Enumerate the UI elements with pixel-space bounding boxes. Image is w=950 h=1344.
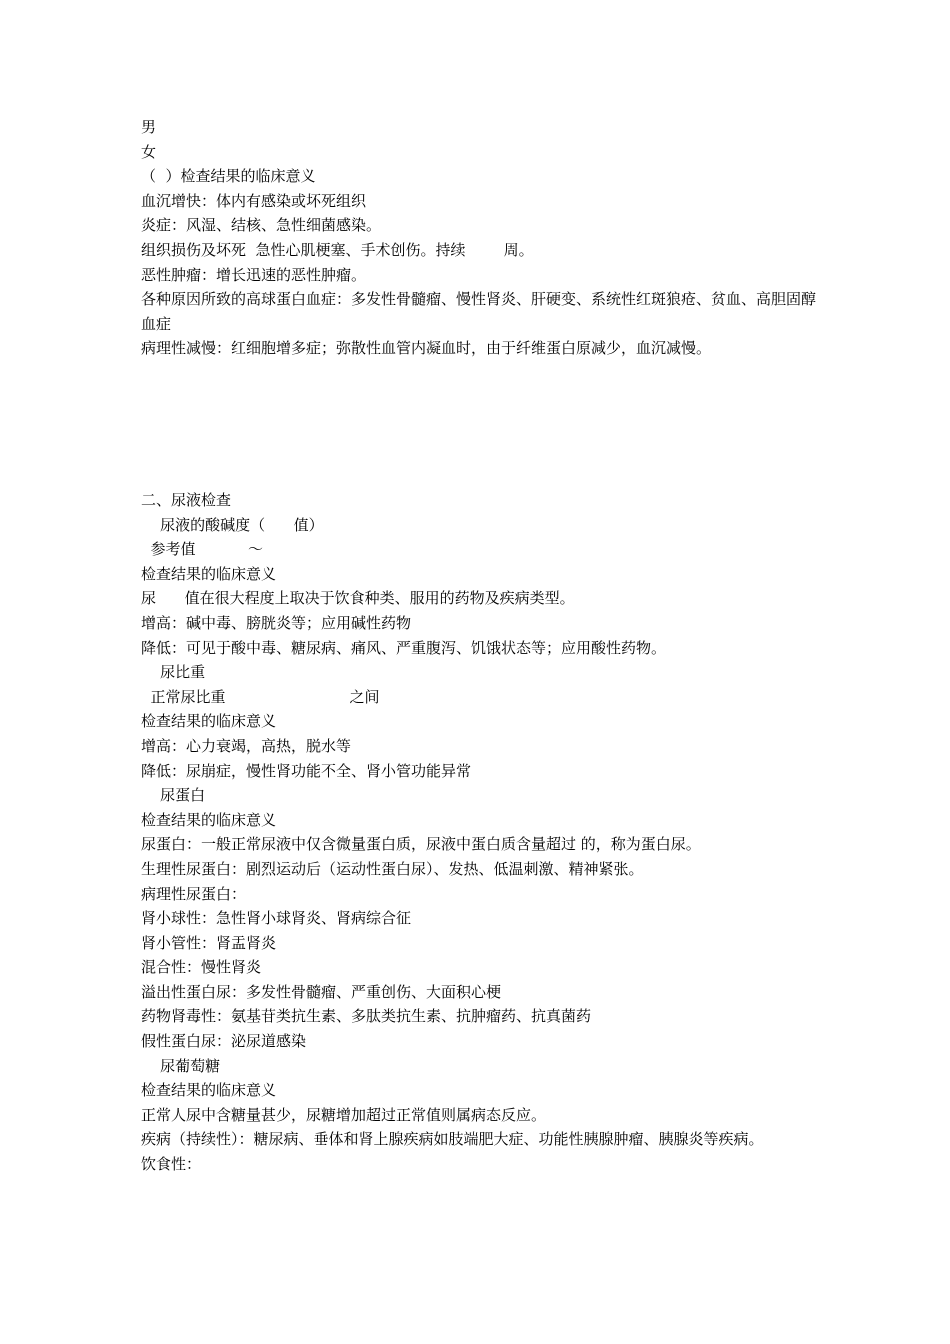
text-line: 病理性尿蛋白： xyxy=(141,884,247,903)
text-line: 恶性肿瘤：增长迅速的恶性肿瘤。 xyxy=(141,265,367,284)
text-line-male: 男 xyxy=(141,118,157,136)
text-line: 溢出性蛋白尿：多发性骨髓瘤、严重创伤、大面积心梗 xyxy=(141,982,502,1001)
text-line: 降低：可见于酸中毒、糖尿病、痛风、严重腹泻、饥饿状态等；应用酸性药物。 xyxy=(141,638,667,657)
section-heading-clinical-significance: 检查结果的临床意义 xyxy=(141,564,277,583)
text-line: 正常人尿中含糖量甚少，尿糖增加超过正常值则属病态反应。 xyxy=(141,1105,547,1124)
section-title-urine-exam: 二、尿液检查 xyxy=(141,491,232,509)
text-line: 组织损伤及坏死 急性心肌梗塞、手术创伤。持续 周。 xyxy=(141,240,534,259)
text-line-female: 女 xyxy=(141,142,157,161)
text-line-reference-value: 参考值 ～ xyxy=(141,540,263,559)
text-line: 正常尿比重 之间 xyxy=(141,687,380,706)
text-paragraph: 尿蛋白：一般正常尿液中仅含微量蛋白质，尿液中蛋白质含量超过 的，称为蛋白尿。 xyxy=(141,835,701,854)
text-line: 炎症：风湿、结核、急性细菌感染。 xyxy=(141,216,382,235)
text-line: 肾小管性：肾盂肾炎 xyxy=(141,933,277,952)
subheading-urine-ph: 尿液的酸碱度（ 值） xyxy=(141,515,324,534)
text-line: 肾小球性：急性肾小球肾炎、肾病综合征 xyxy=(141,909,412,928)
section-heading-clinical-significance: 检查结果的临床意义 xyxy=(141,810,277,829)
subheading-urine-protein: 尿蛋白 xyxy=(141,786,206,805)
text-line: 假性蛋白尿：泌尿道感染 xyxy=(141,1032,307,1051)
subheading-urine-glucose: 尿葡萄糖 xyxy=(141,1056,221,1075)
urine-section xyxy=(141,488,821,1177)
text-line: 增高：碱中毒、膀胱炎等；应用碱性药物 xyxy=(141,613,412,632)
section-heading-clinical-significance: 检查结果的临床意义 xyxy=(141,712,277,731)
section-heading-clinical-significance: 检查结果的临床意义 xyxy=(141,1081,277,1100)
section-heading-clinical-significance: （ ）检查结果的临床意义 xyxy=(141,167,316,186)
text-line: 混合性：慢性肾炎 xyxy=(141,958,262,977)
text-paragraph: 各种原因所致的高球蛋白血症：多发性骨髓瘤、慢性肾炎、肝硬变、系统性红斑狼疮、贫血、高胆固醇血症 xyxy=(141,290,817,333)
text-line: 增高：心力衰竭，高热，脱水等 xyxy=(141,736,352,755)
text-line: 疾病（持续性）：糖尿病、垂体和肾上腺疾病如肢端肥大症、功能性胰腺肿瘤、胰腺炎等疾病。 xyxy=(141,1130,764,1149)
text-line: 药物肾毒性：氨基苷类抗生素、多肽类抗生素、抗肿瘤药、抗真菌药 xyxy=(141,1007,592,1026)
text-line: 生理性尿蛋白：剧烈运动后（运动性蛋白尿）、发热、低温刺激、精神紧张。 xyxy=(141,859,644,878)
esr-section xyxy=(141,115,821,361)
text-line: 降低：尿崩症，慢性肾功能不全、肾小管功能异常 xyxy=(141,761,472,780)
text-line: 血沉增快：体内有感染或坏死组织 xyxy=(141,191,367,210)
text-line: 病理性减慢：红细胞增多症；弥散性血管内凝血时，由于纤维蛋白原减少，血沉减慢。 xyxy=(141,339,712,358)
text-line: 饮食性： xyxy=(141,1155,202,1174)
subheading-urine-specific-gravity: 尿比重 xyxy=(141,663,206,682)
text-line: 尿 值在很大程度上取决于饮食种类、服用的药物及疾病类型。 xyxy=(141,589,575,608)
